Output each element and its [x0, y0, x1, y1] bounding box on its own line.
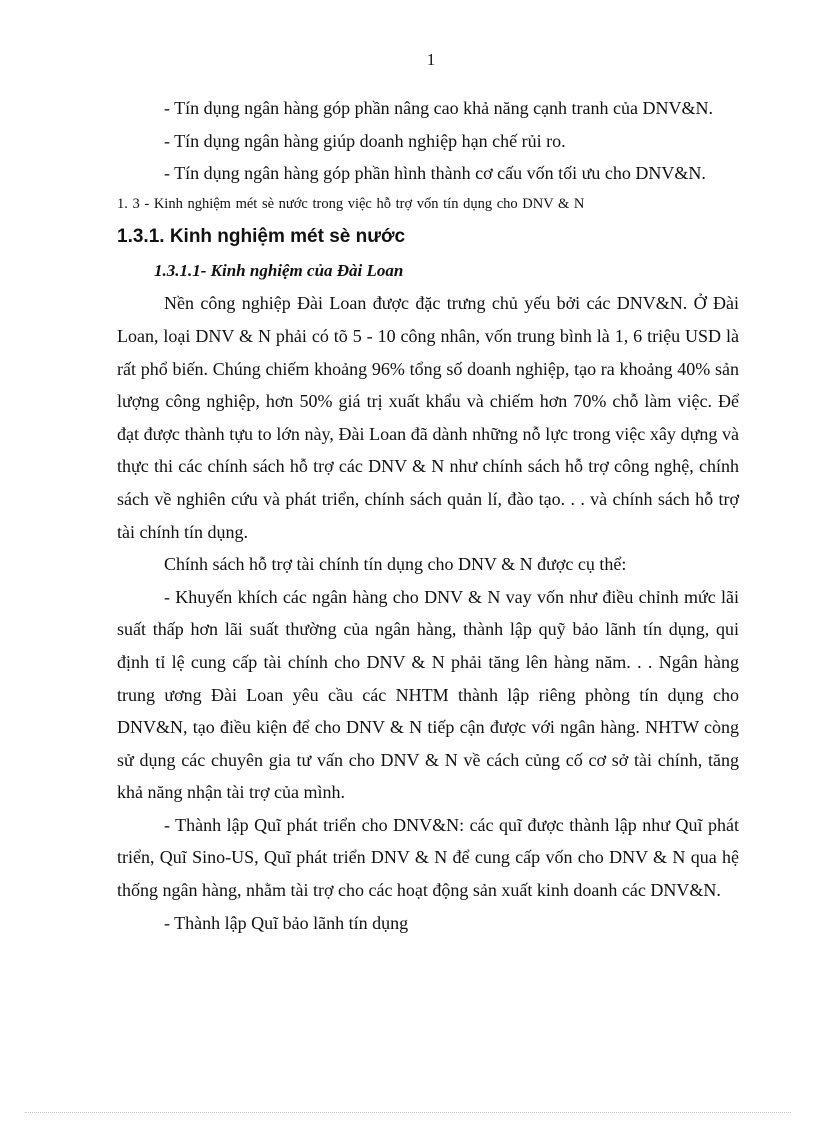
paragraph-risk: - Tín dụng ngân hàng giúp doanh nghiệp hạn chế rủi ro. — [164, 130, 566, 151]
document-body — [117, 92, 739, 939]
section-heading-1-3-1: 1.3.1. Kinh nghiệm mét sè nước — [117, 225, 406, 247]
page-footer-divider — [25, 1112, 791, 1113]
paragraph-development-fund: - Thành lập Quĩ phát triển cho DNV&N: các quĩ được thành lập như Quĩ phát triển, Quĩ Sino-US, Quĩ phát triển DNV & N để cung cấp vốn cho DNV & N qua hệ thống ngân hàng, nhằm tài trợ cho các hoạt động sản xuất kinh doanh các DNV&N. — [117, 814, 739, 901]
paragraph-competitiveness: - Tín dụng ngân hàng góp phần nâng cao khả năng cạnh tranh của DNV&N. — [164, 98, 714, 118]
paragraph-capital-structure: - Tín dụng ngân hàng góp phần hình thành cơ cấu vốn tối ưu cho DNV&N. — [164, 163, 706, 184]
section-heading-1-3: 1. 3 - Kinh nghiệm mét sè nước trong việc hỗ trợ vốn tín dụng cho DNV & N — [117, 195, 585, 212]
paragraph-credit-policy-intro: Chính sách hỗ trợ tài chính tín dụng cho DNV & N được cụ thể: — [164, 554, 627, 575]
section-heading-1-3-1-1: 1.3.1.1- Kinh nghiệm của Đài Loan — [154, 260, 404, 280]
page-number: 1 — [426, 50, 436, 69]
paragraph-bank-incentives: - Khuyến khích các ngân hàng cho DNV & N vay vốn như điều chỉnh mức lãi suất thấp hơn lãi suất thường của ngân hàng, thành lập quỹ bảo lãnh tín dụng, qui định tỉ lệ cung cấp tài chính cho DNV & N phải tăng lên hàng năm. . . Ngân hàng trung ương Đài Loan yêu cầu các NHTM thành lập riêng phòng tín dụng cho DNV&N, tạo điều kiện để cho DNV & N tiếp cận được với ngân hàng. NHTW còng sử dụng các chuyên gia tư vấn cho DNV & N về cách củng cố cơ sở tài chính, tăng khả năng nhận tài trợ của mình. — [117, 586, 739, 803]
paragraph-guarantee-fund: - Thành lập Quĩ bảo lãnh tín dụng — [164, 912, 409, 933]
paragraph-taiwan-overview: Nền công nghiệp Đài Loan được đặc trưng chủ yếu bởi các DNV&N. Ở Đài Loan, loại DNV & N phải có tõ 5 - 10 công nhân, vốn trung bình là 1, 6 triệu USD là rất phổ biến. Chúng chiếm khoảng 96% tổng số doanh nghiệp, tạo ra khoảng 40% sản lượng công nghiệp, hơn 50% giá trị xuất khẩu và chiếm hơn 70% chỗ làm việc. Để đạt được thành tựu to lớn này, Đài Loan đã dành những nỗ lực trong việc xây dựng và thực thi các chính sách hỗ trợ các DNV & N như chính sách hỗ trợ công nghệ, chính sách về nghiên cứu và phát triển, chính sách quản lí, đào tạo. . . và chính sách hỗ trợ tài chính tín dụng. — [117, 293, 739, 542]
